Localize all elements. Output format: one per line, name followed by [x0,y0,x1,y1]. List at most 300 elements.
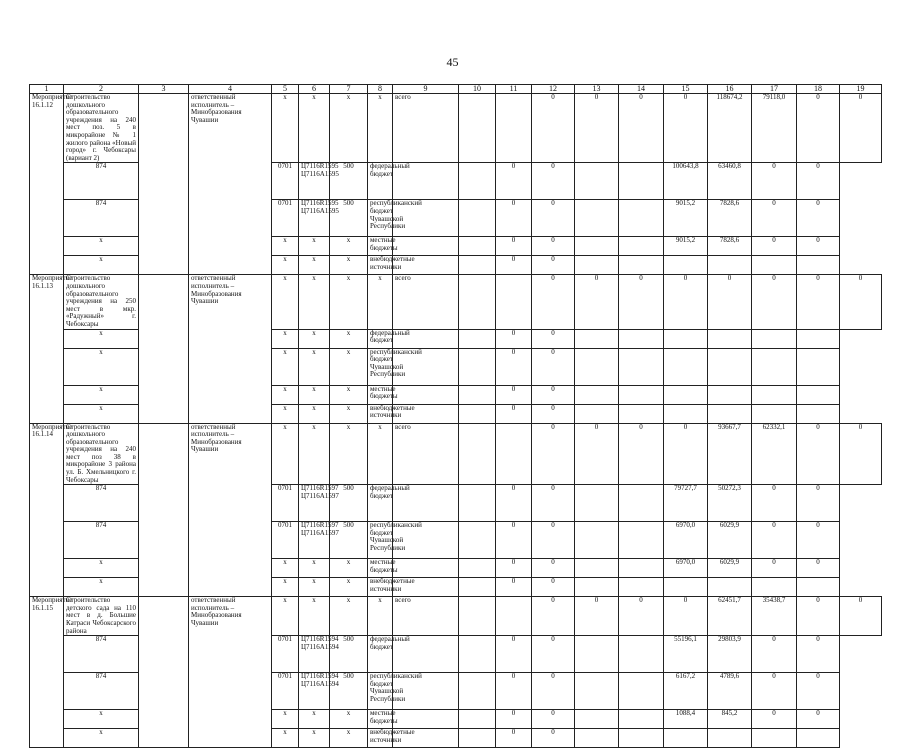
funding-source-cell: внебюджетные источники [368,578,393,597]
kbk-section-cell: x [299,597,330,636]
year-2021-cell [708,385,752,404]
year-2022-cell [752,256,797,275]
year-2019-cell [619,237,664,256]
kbk-expense-type-cell: x [330,729,368,748]
funding-source-cell: местные бюджеты [368,237,393,256]
year-2017-cell: 0 [532,559,575,578]
kbk-grbs-cell: x [272,597,299,636]
year-2014-cell [393,385,459,404]
table-row [30,94,882,163]
year-2019-cell [619,404,664,423]
table-row [30,275,882,329]
year-2018-cell [575,636,619,673]
year-2015-cell [459,578,496,597]
year-2021-cell [708,256,752,275]
year-2022-cell: 0 [797,275,840,329]
kbk-expense-type-cell: 500 [330,200,368,237]
funding-source-cell: федеральный бюджет [368,485,393,522]
year-2022-cell [752,385,797,404]
measure-id-cell: Мероприятие 16.1.13 [30,275,64,423]
funding-source-cell: местные бюджеты [368,559,393,578]
year-2020-cell [664,404,708,423]
kbk-target-article-cell: x [330,423,368,485]
table-body [30,94,882,748]
year-2021-cell [708,348,752,385]
year-2016-cell: 0 [532,275,575,329]
year-2016-cell: 0 [496,237,532,256]
kbk-grbs-cell: x [64,559,139,578]
kbk-target-article-cell: x [299,256,330,275]
year-2017-cell: 0 [532,485,575,522]
kbk-section-cell: 0701 [272,163,299,200]
kbk-expense-type-cell: 500 [330,163,368,200]
year-2017-cell: 0 [532,522,575,559]
year-2016-cell: 0 [496,578,532,597]
year-2017-cell: 0 [532,163,575,200]
year-2014-cell [459,94,496,163]
kbk-grbs-cell: 874 [64,200,139,237]
kbk-target-article-cell: x [299,559,330,578]
kbk-grbs-cell: x [64,348,139,385]
year-2020-cell: 6970,0 [664,559,708,578]
kbk-grbs-cell: x [64,710,139,729]
page-number: 45 [446,55,459,69]
year-2022-cell: 0 [752,163,797,200]
year-2018-cell [575,237,619,256]
year-2014-cell [459,275,496,329]
year-2021-cell: 50272,3 [708,485,752,522]
kbk-target-article-cell: x [299,404,330,423]
year-2020-cell: 118674,2 [708,94,752,163]
year-2021-cell: 7828,6 [708,237,752,256]
kbk-section-cell: 0701 [272,673,299,710]
kbk-section-cell: x [272,578,299,597]
year-2022-cell: 0 [752,710,797,729]
kbk-grbs-cell: x [64,729,139,748]
year-2022-cell: 0 [752,237,797,256]
kbk-target-article-cell: x [299,578,330,597]
year-2015-cell [459,710,496,729]
year-2017-cell: 0 [575,423,619,485]
year-2019-cell [619,578,664,597]
year-2019-cell: 0 [664,423,708,485]
year-2019-cell [619,636,664,673]
table-row [30,423,882,485]
kbk-target-article-cell: x [330,275,368,329]
kbk-grbs-cell: x [64,256,139,275]
year-2023-cell [797,404,840,423]
year-2015-cell [496,275,532,329]
kbk-section-cell: x [272,348,299,385]
year-2017-cell: 0 [575,275,619,329]
year-2023-cell: 0 [797,163,840,200]
year-2017-cell: 0 [532,636,575,673]
year-2021-cell: 4789,6 [708,673,752,710]
year-2016-cell: 0 [496,710,532,729]
kbk-section-cell: x [299,94,330,163]
year-2023-cell: 0 [797,237,840,256]
year-2018-cell [575,200,619,237]
kbk-target-article-cell: x [330,597,368,636]
column-header: 9 [393,85,459,94]
year-2021-cell [708,329,752,348]
column-header: 1 [30,85,64,94]
measure-title-cell: Строительство дошкольного образовательного учреждения на 240 мест поз 38 в микрорайоне 3 района ул. Б. Хмельницкого г. Чебоксары [64,423,139,485]
year-2017-cell: 0 [532,578,575,597]
year-2023-cell [797,256,840,275]
year-2022-cell: 0 [797,597,840,636]
year-2018-cell [575,485,619,522]
year-2018-cell [575,163,619,200]
year-2021-cell [708,578,752,597]
kbk-expense-type-cell: x [330,578,368,597]
year-2023-cell: 0 [797,636,840,673]
year-2018-cell [575,385,619,404]
year-2018-cell: 0 [619,275,664,329]
year-2021-cell: 0 [752,275,797,329]
kbk-expense-type-cell: x [330,348,368,385]
kbk-expense-type-cell: x [330,329,368,348]
kbk-section-cell: x [272,710,299,729]
column-header: 5 [272,85,299,94]
funding-source-cell: федеральный бюджет [368,163,393,200]
kbk-section-cell: x [272,404,299,423]
funding-source-cell: местные бюджеты [368,710,393,729]
year-2019-cell: 0 [664,597,708,636]
year-2019-cell [619,522,664,559]
year-2018-cell [575,404,619,423]
year-2015-cell [459,673,496,710]
column-header: 12 [532,85,575,94]
year-2016-cell: 0 [532,94,575,163]
kbk-section-cell: x [272,559,299,578]
kbk-grbs-cell: 874 [64,163,139,200]
kbk-expense-type-cell: 500 [330,485,368,522]
year-2014-cell [459,423,496,485]
kbk-grbs-cell: x [64,385,139,404]
year-2019-cell [619,348,664,385]
year-2020-cell: 79727,7 [664,485,708,522]
kbk-section-cell: x [299,423,330,485]
column-3-cell [139,275,189,423]
year-2017-cell: 0 [532,237,575,256]
kbk-expense-type-cell: x [330,404,368,423]
kbk-target-article-cell: Ц7116R1595 Ц7116А1595 [299,200,330,237]
year-2014-cell [459,597,496,636]
year-2016-cell: 0 [496,673,532,710]
kbk-section-cell: 0701 [272,522,299,559]
year-2023-cell [797,578,840,597]
year-2023-cell: 0 [797,200,840,237]
year-2019-cell: 0 [664,275,708,329]
year-2022-cell: 0 [752,673,797,710]
kbk-target-article-cell: x [299,329,330,348]
column-header: 8 [368,85,393,94]
column-header: 13 [575,85,619,94]
funding-source-cell: всего [393,423,459,485]
kbk-target-article-cell: x [330,94,368,163]
year-2023-cell: 0 [797,522,840,559]
executor-cell: ответственный исполнитель – Минобразования Чувашии [189,94,272,275]
kbk-section-cell: x [272,729,299,748]
year-2016-cell: 0 [496,485,532,522]
measure-title-cell: Строительство дошкольного образовательного учреждения на 250 мест в мкр. «Радужный» г. Чебоксары [64,275,139,329]
column-header: 19 [840,85,882,94]
year-2021-cell: 845,2 [708,710,752,729]
kbk-target-article-cell: x [299,710,330,729]
year-2020-cell: 9015,2 [664,237,708,256]
kbk-expense-type-cell: x [330,256,368,275]
year-2020-cell [664,729,708,748]
kbk-expense-type-cell: x [368,597,393,636]
year-2023-cell [797,385,840,404]
kbk-grbs-cell: x [64,578,139,597]
column-3-cell [139,94,189,275]
year-2019-cell [619,559,664,578]
year-2016-cell: 0 [532,423,575,485]
kbk-expense-type-cell: x [330,237,368,256]
year-2017-cell: 0 [532,348,575,385]
funding-source-cell: местные бюджеты [368,385,393,404]
year-2021-cell: 35438,7 [752,597,797,636]
year-2017-cell: 0 [532,329,575,348]
column-header: 14 [619,85,664,94]
column-3-cell [139,597,189,748]
year-2022-cell: 0 [752,522,797,559]
column-header: 6 [299,85,330,94]
kbk-section-cell: x [272,385,299,404]
kbk-grbs-cell: x [272,94,299,163]
year-2020-cell: 6970,0 [664,522,708,559]
year-2023-cell: 0 [797,559,840,578]
year-2014-cell [393,710,459,729]
funding-source-cell: внебюджетные источники [368,256,393,275]
year-2019-cell [619,163,664,200]
year-2020-cell [664,348,708,385]
year-2021-cell: 6029,9 [708,559,752,578]
column-header: 3 [139,85,189,94]
kbk-expense-type-cell: x [330,385,368,404]
year-2022-cell: 0 [752,636,797,673]
year-2023-cell: 0 [840,94,882,163]
column-header: 2 [64,85,139,94]
executor-cell: ответственный исполнитель – Минобразования Чувашии [189,275,272,423]
year-2015-cell [496,423,532,485]
year-2017-cell: 0 [575,94,619,163]
year-2016-cell: 0 [496,200,532,237]
year-2016-cell: 0 [496,522,532,559]
kbk-target-article-cell: x [299,348,330,385]
year-2015-cell [459,404,496,423]
budget-table [29,84,882,748]
year-2020-cell [664,329,708,348]
year-2023-cell: 0 [797,710,840,729]
kbk-grbs-cell: x [64,329,139,348]
funding-source-cell: республиканский бюджет Чувашской Республики [368,522,393,559]
kbk-expense-type-cell: x [330,710,368,729]
year-2022-cell [752,578,797,597]
year-2018-cell [575,256,619,275]
kbk-expense-type-cell: x [368,94,393,163]
column-3-cell [139,423,189,597]
year-2018-cell: 0 [619,597,664,636]
funding-source-cell: всего [393,94,459,163]
year-2021-cell: 29803,9 [708,636,752,673]
year-2020-cell: 62451,7 [708,597,752,636]
kbk-expense-type-cell: 500 [330,673,368,710]
year-2015-cell [459,329,496,348]
year-2015-cell [459,237,496,256]
kbk-grbs-cell: x [272,275,299,329]
funding-source-cell: внебюджетные источники [368,729,393,748]
year-2019-cell [619,673,664,710]
year-2022-cell: 0 [752,485,797,522]
year-2015-cell [459,385,496,404]
year-2015-cell [459,348,496,385]
measure-id-cell: Мероприятие 16.1.15 [30,597,64,748]
executor-cell: ответственный исполнитель – Минобразования Чувашии [189,423,272,597]
year-2023-cell [797,729,840,748]
table-row [30,597,882,636]
kbk-grbs-cell: x [64,237,139,256]
kbk-target-article-cell: Ц7116R1595 Ц7116А1595 [299,163,330,200]
year-2019-cell [619,385,664,404]
column-header: 16 [708,85,752,94]
year-2022-cell: 0 [797,423,840,485]
column-header: 17 [752,85,797,94]
year-2017-cell: 0 [532,729,575,748]
kbk-target-article-cell: x [299,237,330,256]
year-2016-cell: 0 [496,729,532,748]
year-2016-cell: 0 [532,597,575,636]
kbk-grbs-cell: x [272,423,299,485]
measure-id-cell: Мероприятие 16.1.14 [30,423,64,597]
year-2016-cell: 0 [496,348,532,385]
year-2022-cell [752,329,797,348]
kbk-expense-type-cell: x [330,559,368,578]
year-2019-cell [619,710,664,729]
year-2020-cell: 100643,8 [664,163,708,200]
year-2021-cell: 79118,0 [752,94,797,163]
year-2015-cell [459,163,496,200]
column-header: 7 [330,85,368,94]
year-2018-cell [575,559,619,578]
year-2016-cell: 0 [496,163,532,200]
kbk-grbs-cell: 874 [64,485,139,522]
year-2020-cell: 0 [708,275,752,329]
year-2023-cell: 0 [797,485,840,522]
year-2018-cell [575,578,619,597]
year-2020-cell: 9015,2 [664,200,708,237]
year-2019-cell [619,200,664,237]
year-2020-cell [664,385,708,404]
year-2022-cell [752,729,797,748]
kbk-grbs-cell: 874 [64,522,139,559]
year-2021-cell: 62332,1 [752,423,797,485]
year-2017-cell: 0 [575,597,619,636]
year-2015-cell [496,597,532,636]
year-2016-cell: 0 [496,385,532,404]
kbk-expense-type-cell: 500 [330,636,368,673]
year-2021-cell: 63460,8 [708,163,752,200]
year-2018-cell: 0 [619,423,664,485]
funding-source-cell: всего [393,597,459,636]
column-header: 10 [459,85,496,94]
measure-title-cell: Строительство детского сада на 110 мест в д. Большие Катраси Чебоксарского района [64,597,139,636]
measure-title-cell: Строительство дошкольного образовательного учреждения на 240 мест поз. 5 в микрорайоне № 1 жилого района «Новый город» г. Чебоксары (вариант 2) [64,94,139,163]
year-2018-cell [575,710,619,729]
kbk-target-article-cell: x [299,729,330,748]
column-header: 11 [496,85,532,94]
kbk-expense-type-cell: x [368,423,393,485]
kbk-target-article-cell: Ц7116R1597 Ц7116А1597 [299,522,330,559]
year-2017-cell: 0 [532,385,575,404]
funding-source-cell: республиканский бюджет Чувашской Республики [368,673,393,710]
column-number-header [30,85,882,94]
kbk-grbs-cell: 874 [64,673,139,710]
year-2020-cell: 93667,7 [708,423,752,485]
kbk-target-article-cell: Ц7116R1594 Ц7116А1594 [299,673,330,710]
year-2018-cell [575,729,619,748]
year-2020-cell [664,578,708,597]
funding-source-cell: федеральный бюджет [368,329,393,348]
year-2019-cell [619,329,664,348]
kbk-section-cell: x [272,256,299,275]
year-2014-cell [393,237,459,256]
year-2017-cell: 0 [532,710,575,729]
executor-cell: ответственный исполнитель – Минобразования Чувашии [189,597,272,748]
kbk-target-article-cell: x [299,385,330,404]
year-2020-cell: 6167,2 [664,673,708,710]
kbk-section-cell: x [299,275,330,329]
year-2019-cell [619,729,664,748]
year-2021-cell [708,729,752,748]
kbk-grbs-cell: 874 [64,636,139,673]
measure-id-cell: Мероприятие 16.1.12 [30,94,64,275]
year-2014-cell [393,559,459,578]
kbk-expense-type-cell: x [368,275,393,329]
year-2015-cell [459,636,496,673]
year-2016-cell: 0 [496,256,532,275]
year-2021-cell: 7828,6 [708,200,752,237]
year-2018-cell [575,329,619,348]
year-2020-cell [664,256,708,275]
year-2015-cell [459,729,496,748]
year-2016-cell: 0 [496,636,532,673]
year-2022-cell: 0 [752,559,797,578]
kbk-section-cell: 0701 [272,636,299,673]
year-2015-cell [459,256,496,275]
year-2017-cell: 0 [532,256,575,275]
year-2017-cell: 0 [532,673,575,710]
funding-source-cell: федеральный бюджет [368,636,393,673]
year-2019-cell: 0 [664,94,708,163]
year-2023-cell: 0 [840,597,882,636]
kbk-section-cell: 0701 [272,200,299,237]
kbk-section-cell: 0701 [272,485,299,522]
year-2016-cell: 0 [496,559,532,578]
year-2023-cell: 0 [840,275,882,329]
year-2015-cell [459,522,496,559]
year-2018-cell [575,673,619,710]
year-2015-cell [459,559,496,578]
year-2018-cell: 0 [619,94,664,163]
year-2023-cell: 0 [797,673,840,710]
column-header: 4 [189,85,272,94]
year-2022-cell [752,348,797,385]
year-2021-cell [708,404,752,423]
column-header: 18 [797,85,840,94]
